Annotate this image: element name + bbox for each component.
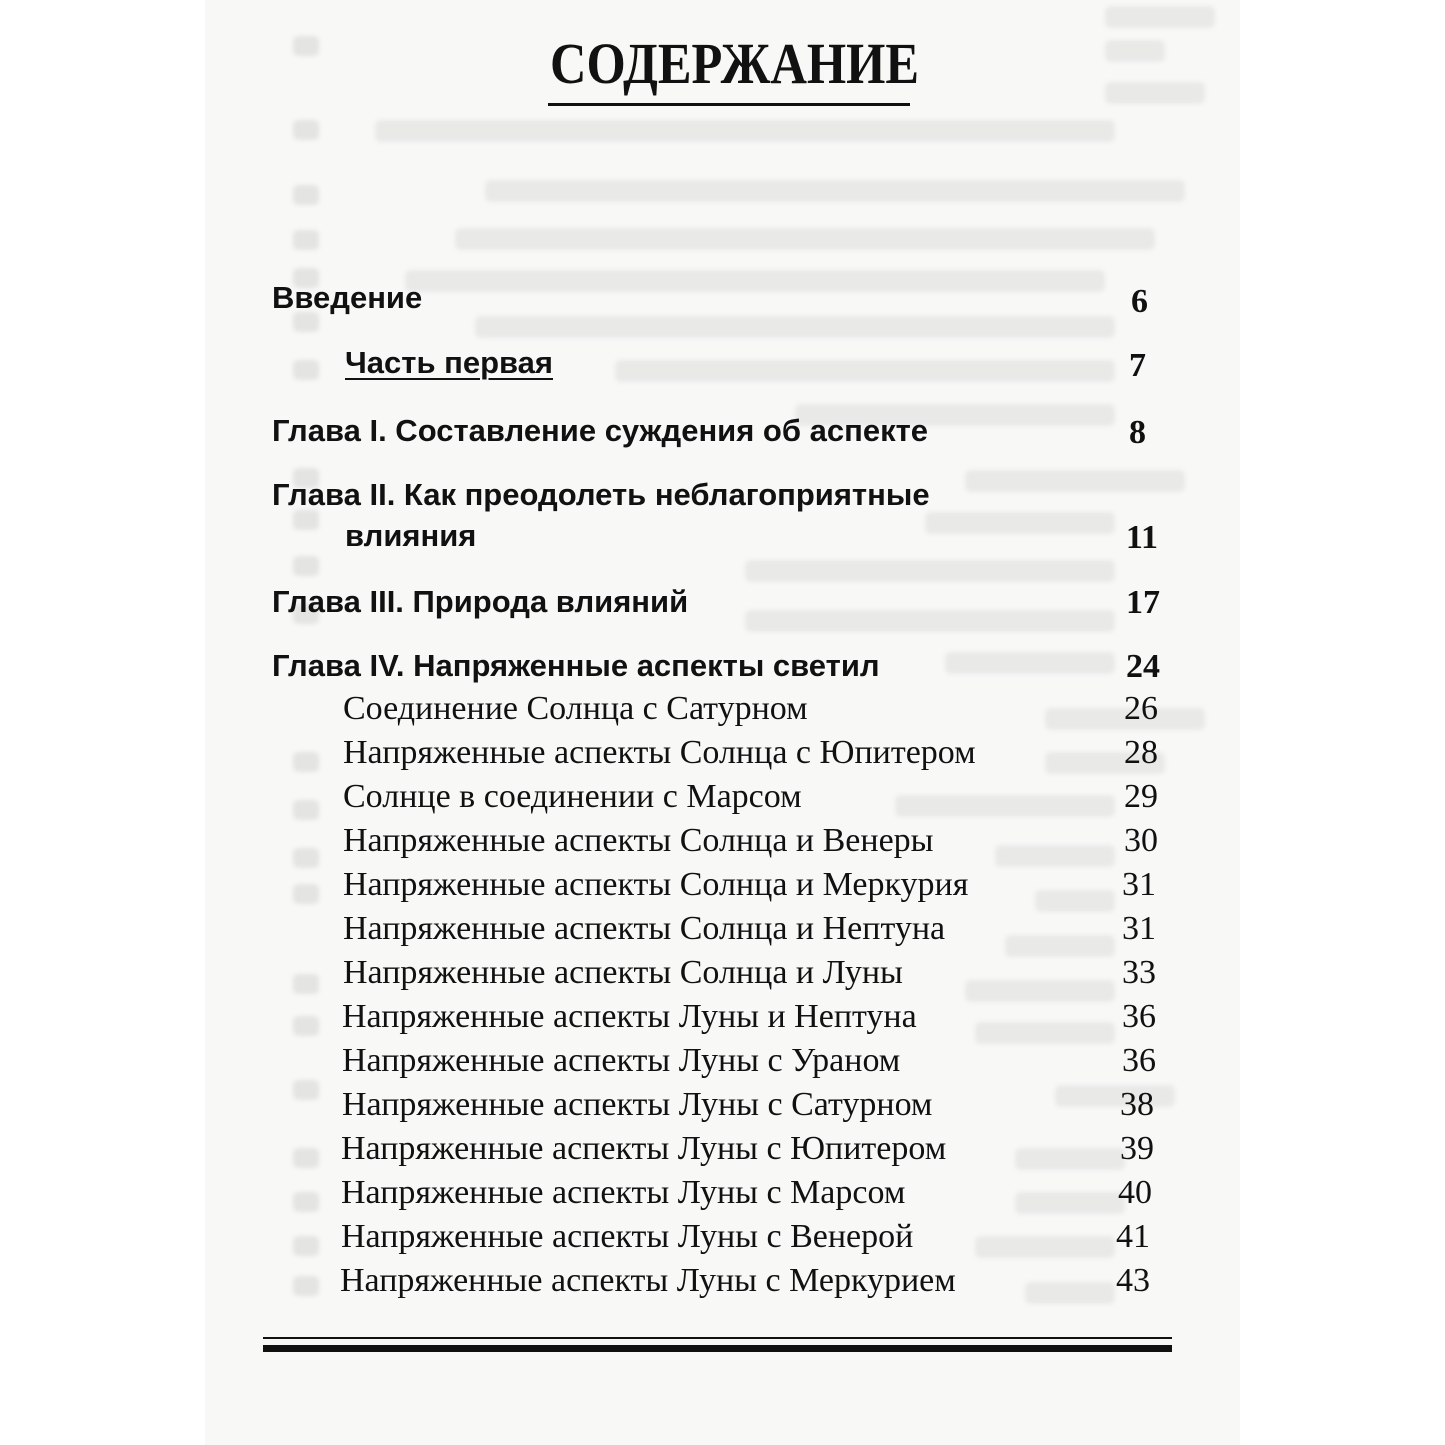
toc-entry-label: Введение (272, 280, 423, 315)
toc-subentry-label: Соединение Солнца с Сатурном (343, 690, 808, 727)
toc-subentry-page: 33 (1122, 954, 1156, 991)
toc-subentry-label: Напряженные аспекты Солнца и Меркурия (343, 866, 969, 903)
toc-subentry-label: Напряженные аспекты Солнца с Юпитером (343, 734, 976, 771)
toc-subentry-label: Напряженные аспекты Луны с Юпитером (341, 1130, 947, 1167)
toc-part-label: Часть первая (345, 345, 553, 380)
toc-subentry-page: 43 (1116, 1262, 1150, 1299)
toc-entry-label: Глава III. Природа влияний (272, 584, 689, 619)
toc-subentry-label: Напряженные аспекты Луны с Венерой (341, 1218, 914, 1255)
toc-entry-page: 6 (1131, 283, 1148, 320)
toc-subentry-page: 40 (1118, 1174, 1152, 1211)
toc-entry-page: 17 (1126, 584, 1160, 621)
title-underline (548, 103, 910, 106)
toc-entry-label: Глава IV. Напряженные аспекты светил (272, 648, 880, 683)
toc-entry-label: Глава II. Как преодолеть неблагоприятные (272, 477, 930, 512)
toc-subentry-label: Напряженные аспекты Луны с Ураном (342, 1042, 901, 1079)
toc-subentry-page: 39 (1120, 1130, 1154, 1167)
toc-subentry-page: 28 (1124, 734, 1158, 771)
toc-subentry-page: 38 (1120, 1086, 1154, 1123)
toc-entry-page: 8 (1129, 414, 1146, 451)
toc-subentry-page: 36 (1122, 998, 1156, 1035)
toc-subentry-page: 41 (1116, 1218, 1150, 1255)
toc-entry-page: 24 (1126, 648, 1160, 685)
toc-subentry-page: 26 (1124, 690, 1158, 727)
toc-entry-label-continued: влияния (345, 518, 477, 553)
footer-rule-thin (263, 1337, 1172, 1339)
toc-subentry-label: Напряженные аспекты Солнца и Луны (343, 954, 903, 991)
toc-subentry-page: 36 (1122, 1042, 1156, 1079)
toc-entry-page: 11 (1125, 519, 1158, 556)
toc-entry-page: 7 (1129, 347, 1146, 384)
toc-subentry-label: Напряженные аспекты Луны и Нептуна (342, 998, 917, 1035)
toc-subentry-page: 30 (1124, 822, 1158, 859)
toc-subentry-label: Напряженные аспекты Луны с Сатурном (342, 1086, 933, 1123)
toc-subentry-label: Напряженные аспекты Солнца и Венеры (343, 822, 934, 859)
toc-subentry-page: 31 (1122, 910, 1156, 947)
toc-subentry-label: Солнце в соединении с Марсом (343, 778, 802, 815)
toc-subentry-page: 29 (1124, 778, 1158, 815)
toc-subentry-label: Напряженные аспекты Солнца и Нептуна (343, 910, 946, 947)
toc-subentry-label: Напряженные аспекты Луны с Марсом (341, 1174, 906, 1211)
page-title: СОДЕРЖАНИЕ (550, 31, 920, 96)
footer-rule-thick (263, 1345, 1172, 1352)
toc-entry-label: Глава I. Составление суждения об аспекте (272, 413, 929, 448)
toc-subentry-page: 31 (1122, 866, 1156, 903)
toc-subentry-label: Напряженные аспекты Луны с Меркурием (340, 1262, 956, 1299)
